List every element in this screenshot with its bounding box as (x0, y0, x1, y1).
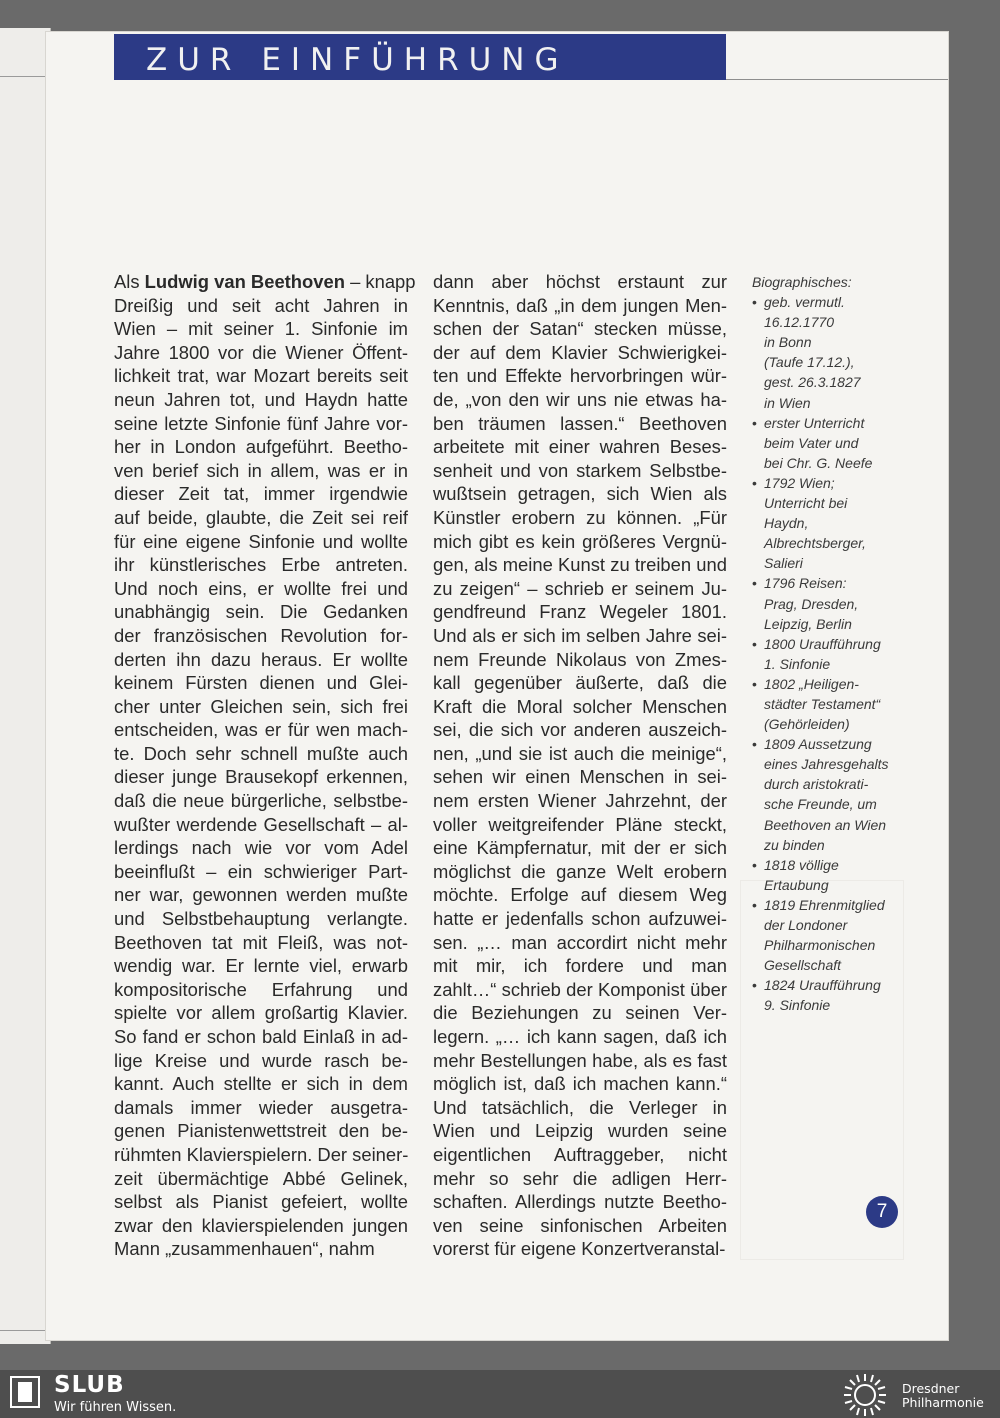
text-line: der französischen Revolution for- (114, 624, 408, 646)
text-line: lige Kreise und wurde rasch be- (114, 1049, 408, 1071)
text-line: wußter werdende Gesellschaft – al- (114, 813, 408, 835)
text-line: lichkeit trat, war Mozart bereits seit (114, 365, 408, 387)
text-line: schen der Satan“ stecken müsse, (433, 318, 727, 340)
philharmonie-name-line1: Dresdner (902, 1381, 960, 1396)
header-rule (726, 79, 948, 80)
biography-sidebar (752, 272, 912, 1015)
sidebar-title: Biographisches: (752, 274, 852, 290)
text-line: sen. „… man accordirt nicht mehr (433, 931, 727, 953)
lead-text: Als (114, 271, 145, 292)
text-line: möchte. Erfolge auf diesem Weg (433, 884, 727, 906)
facing-page-rule (0, 1330, 50, 1331)
timeline-item (752, 634, 912, 674)
text-line: wendig war. Er lernte viel, erwarb (114, 955, 408, 977)
timeline-item-line: städter Testament“ (764, 695, 881, 712)
text-line: sei, die sich vor anderen auszeich- (433, 719, 727, 741)
text-line: cher unter Gleichen sein, sich frei (114, 695, 408, 717)
slub-name: SLUB (54, 1372, 125, 1398)
timeline-item-line: Beethoven an Wien (764, 816, 887, 833)
text-line: ner war, gewonnen werden mußte (114, 884, 408, 906)
timeline-item-line: Unterricht bei (764, 495, 848, 512)
text-line: eigentlichen Auftraggeber, nicht (433, 1143, 727, 1165)
text-line: daß die neue bürgerliche, selbstbe- (114, 790, 408, 812)
timeline-item-line: • 1796 Reisen: (764, 575, 847, 592)
facing-page-edge (0, 28, 51, 1344)
text-line: selbst als Pianist gefeiert, wollte (114, 1191, 408, 1213)
text-line: schaften. Allerdings nutzte Beetho- (433, 1191, 727, 1213)
timeline-item-line: eines Jahresgehalts (764, 756, 889, 773)
text-line: neun Jahren tot, und Haydn hatte (114, 388, 408, 410)
timeline-item-line: Haydn, (764, 515, 809, 532)
text-line: lerdings nach wie vor vom Adel (114, 837, 408, 859)
text-line: ben träumen lassen.“ Beethoven (433, 412, 727, 434)
text-line: auf beide, glaubte, die Zeit sei reif (114, 506, 408, 528)
text-line: Wien und Leipzig wurden seine (433, 1120, 727, 1142)
timeline-item-line: • 1792 Wien; (764, 474, 835, 491)
text-line: sehen wir einen Menschen in sei- (433, 766, 727, 788)
timeline-item-line: zu binden (764, 836, 825, 853)
text-line: de, „von den wir uns nie etwas ha- (433, 388, 727, 410)
text-line: nem Freunde Nikolaus von Zmes- (433, 648, 727, 670)
text-line: und Selbstbehauptung verlangte. (114, 908, 408, 930)
slub-logo-icon (10, 1376, 40, 1408)
text-line: keinem Fürsten dienen und Glei- (114, 672, 408, 694)
text-line: der auf dem Klavier Schwierigkei- (433, 341, 727, 363)
text-line: die Beziehungen zu seinen Ver- (433, 1002, 727, 1024)
philharmonie-sunburst-icon (842, 1372, 888, 1418)
text-line: möglich ist, daß ich machen kann.“ (433, 1073, 727, 1095)
timeline-item (752, 413, 912, 473)
philharmonie-name-line2: Philharmonie (902, 1395, 984, 1410)
text-line: nem ersten Wiener Jahrzehnt, der (433, 790, 727, 812)
text-line: Kraft die Moral solcher Menschen (433, 695, 727, 717)
timeline-item-line: (Gehörleiden) (764, 716, 850, 733)
text-line: senheit und von starkem Selbstbe- (433, 459, 727, 481)
text-line: mich gibt es kein größeres Vergnü- (433, 530, 727, 552)
timeline-item-line: bei Chr. G. Neefe (764, 454, 873, 471)
timeline-item-line: 1. Sinfonie (764, 655, 831, 672)
timeline-item-line: 16.12.1770 (764, 314, 835, 331)
text-line: hatte er jedenfalls schon aufzuwei- (433, 908, 727, 930)
timeline-item-line: • 1809 Aussetzung (764, 736, 872, 753)
text-line: ven seine sinfonischen Arbeiten (433, 1214, 727, 1236)
timeline-item-line: • geb. vermutl. (764, 294, 845, 311)
text-line: te. Doch sehr schnell mußte auch (114, 742, 408, 764)
text-line: ven berief sich in allem, was er in (114, 459, 408, 481)
timeline-item (752, 895, 912, 975)
text-line: entscheiden, was er für wen mach- (114, 719, 408, 741)
timeline-item (752, 734, 912, 855)
text-line: ihr künstlerisches Erbe antreten. (114, 554, 408, 576)
text-line: rühmten Klavierspielern. Der seiner- (114, 1143, 409, 1165)
text-line (114, 270, 416, 294)
text-line: mit mir, ich fordere und man (433, 955, 727, 977)
text-line: gendfreund Franz Wegeler 1801. (433, 601, 727, 623)
text-line: nen, „und sie ist auch die meinige“, (433, 742, 727, 764)
facing-page-rule (0, 76, 50, 77)
text-line: dieser Zeit tat, immer irgendwie (114, 483, 408, 505)
text-line: Künstler erobern zu können. „Für (433, 506, 727, 528)
text-line: zahlt…“ schrieb der Komponist über (433, 978, 727, 1000)
text-line: zu zeigen“ – schrieb er seinem Ju- (433, 577, 727, 599)
timeline-item (752, 674, 912, 734)
timeline-item-line: Ertaubung (764, 876, 829, 893)
text-line: arbeitete mit einer wahren Beses- (433, 436, 727, 458)
timeline-item-line: • 1819 Ehrenmitglied (764, 896, 885, 913)
timeline-item-line: durch aristokrati- (764, 776, 869, 793)
text-line: dieser junge Brausekopf erkennen, (114, 766, 408, 788)
text-line: für eine eigene Sinfonie und wollte (114, 530, 408, 552)
text-line: her in London aufgeführt. Beetho- (114, 436, 408, 458)
text-line: gen, als meine Kunst zu treiben und (433, 554, 727, 576)
text-line: So fand er schon bald Einlaß in ad- (114, 1026, 408, 1047)
timeline-item (752, 292, 912, 413)
text-line: Und als er sich im selben Jahre sei- (433, 624, 727, 646)
text-line: unabhängig sein. Die Gedanken (114, 601, 408, 623)
text-line: mehr Bestellungen habe, als es fast (433, 1049, 727, 1071)
text-line: kompositorische Erfahrung und (114, 978, 408, 1000)
text-line: kannt. Auch stellte er sich in dem (114, 1073, 408, 1095)
text-column-left (114, 270, 416, 1261)
page-number: 7 (866, 1196, 898, 1228)
timeline-item-line: Albrechtsberger, (764, 535, 866, 552)
timeline-item (752, 473, 912, 573)
text-line: zeit übermächtige Abbé Gelinek, (114, 1167, 408, 1189)
timeline-item-line: (Taufe 17.12.), (764, 354, 855, 371)
timeline-item-line: gest. 26.3.1827 (764, 374, 861, 391)
timeline-item-line: Philharmonischen (764, 937, 876, 954)
timeline-item-line: sche Freunde, um (764, 796, 877, 813)
text-line: ten und Effekte hervorbringen wür- (433, 365, 727, 387)
text-line: kall gegenüber äußerte, daß die (433, 672, 727, 694)
text-line: Dreißig und seit acht Jahren in (114, 294, 408, 316)
text-line: eine Kämpfernatur, mit der er sich (433, 837, 727, 859)
timeline-item-line: Salieri (764, 555, 803, 572)
text-line: beeinflußt – ein schwieriger Part- (114, 860, 408, 882)
timeline-item-line: • 1802 „Heiligen- (764, 675, 859, 692)
text-line: spielte vor allem großartig Klavier. (114, 1002, 408, 1024)
text-line: Wien – mit seiner 1. Sinfonie im (114, 318, 408, 340)
composer-name: Ludwig van Beethoven (144, 271, 345, 292)
text-line: legern. „… ich kann sagen, daß ich (433, 1026, 727, 1047)
timeline-item-line: • 1824 Uraufführung (764, 977, 881, 994)
text-line: voller weitgreifender Pläne steckt, (433, 813, 727, 835)
text-line: genen Pianistenwettstreit den be- (114, 1120, 408, 1142)
text-line: Jahre 1800 vor die Wiener Öffent- (114, 341, 408, 363)
timeline-item (752, 975, 912, 1015)
timeline-item-line: • 1800 Uraufführung (764, 635, 881, 652)
text-line: Und tatsächlich, die Verleger in (433, 1096, 727, 1118)
slub-tagline: Wir führen Wissen. (54, 1400, 177, 1415)
text-line: zwar den klavierspielenden jungen (114, 1214, 408, 1236)
timeline-item-line: in Wien (764, 394, 811, 411)
text-line: vorerst für eigene Konzertveranstal- (433, 1238, 726, 1260)
timeline-item-line: • erster Unterricht (764, 414, 865, 431)
text-line: seine letzte Sinfonie fünf Jahre vor- (114, 412, 408, 434)
text-line: dann aber höchst erstaunt zur (433, 271, 727, 292)
timeline-item-line: • 1818 völlige (764, 856, 839, 873)
timeline-item-line: in Bonn (764, 334, 812, 351)
text-line: Kenntnis, daß „in dem jungen Men- (433, 294, 727, 316)
text-line: möglichst die ganze Welt erobern (433, 860, 727, 882)
timeline-item-line: 9. Sinfonie (764, 997, 831, 1014)
page-title: ZUR EINFÜHRUNG (146, 42, 569, 78)
text-line: mehr so sehr die adligen Herr- (433, 1167, 727, 1189)
text-line: derten ihn dazu heraus. Er wollte (114, 648, 408, 670)
timeline-item-line: beim Vater und (764, 434, 859, 451)
timeline-item (752, 855, 912, 895)
text-line: wußtsein getragen, sich Wien als (433, 483, 727, 505)
text-line: damals immer wieder ausgetra- (114, 1096, 408, 1118)
timeline-item (752, 573, 912, 633)
timeline-item-line: Gesellschaft (764, 957, 842, 974)
timeline-item-line: der Londoner (764, 917, 848, 933)
lead-rest: – knapp (344, 271, 416, 292)
timeline-item-line: Prag, Dresden, (764, 595, 859, 612)
philharmonie-name (902, 1382, 984, 1410)
text-line: Beethoven tat mit Fleiß, was not- (114, 931, 408, 953)
text-column-right (433, 270, 727, 1261)
timeline-item-line: Leipzig, Berlin (764, 615, 852, 632)
text-line: Und noch eins, er wollte frei und (114, 577, 408, 599)
text-line: Mann „zusammenhauen“, nahm (114, 1238, 375, 1260)
